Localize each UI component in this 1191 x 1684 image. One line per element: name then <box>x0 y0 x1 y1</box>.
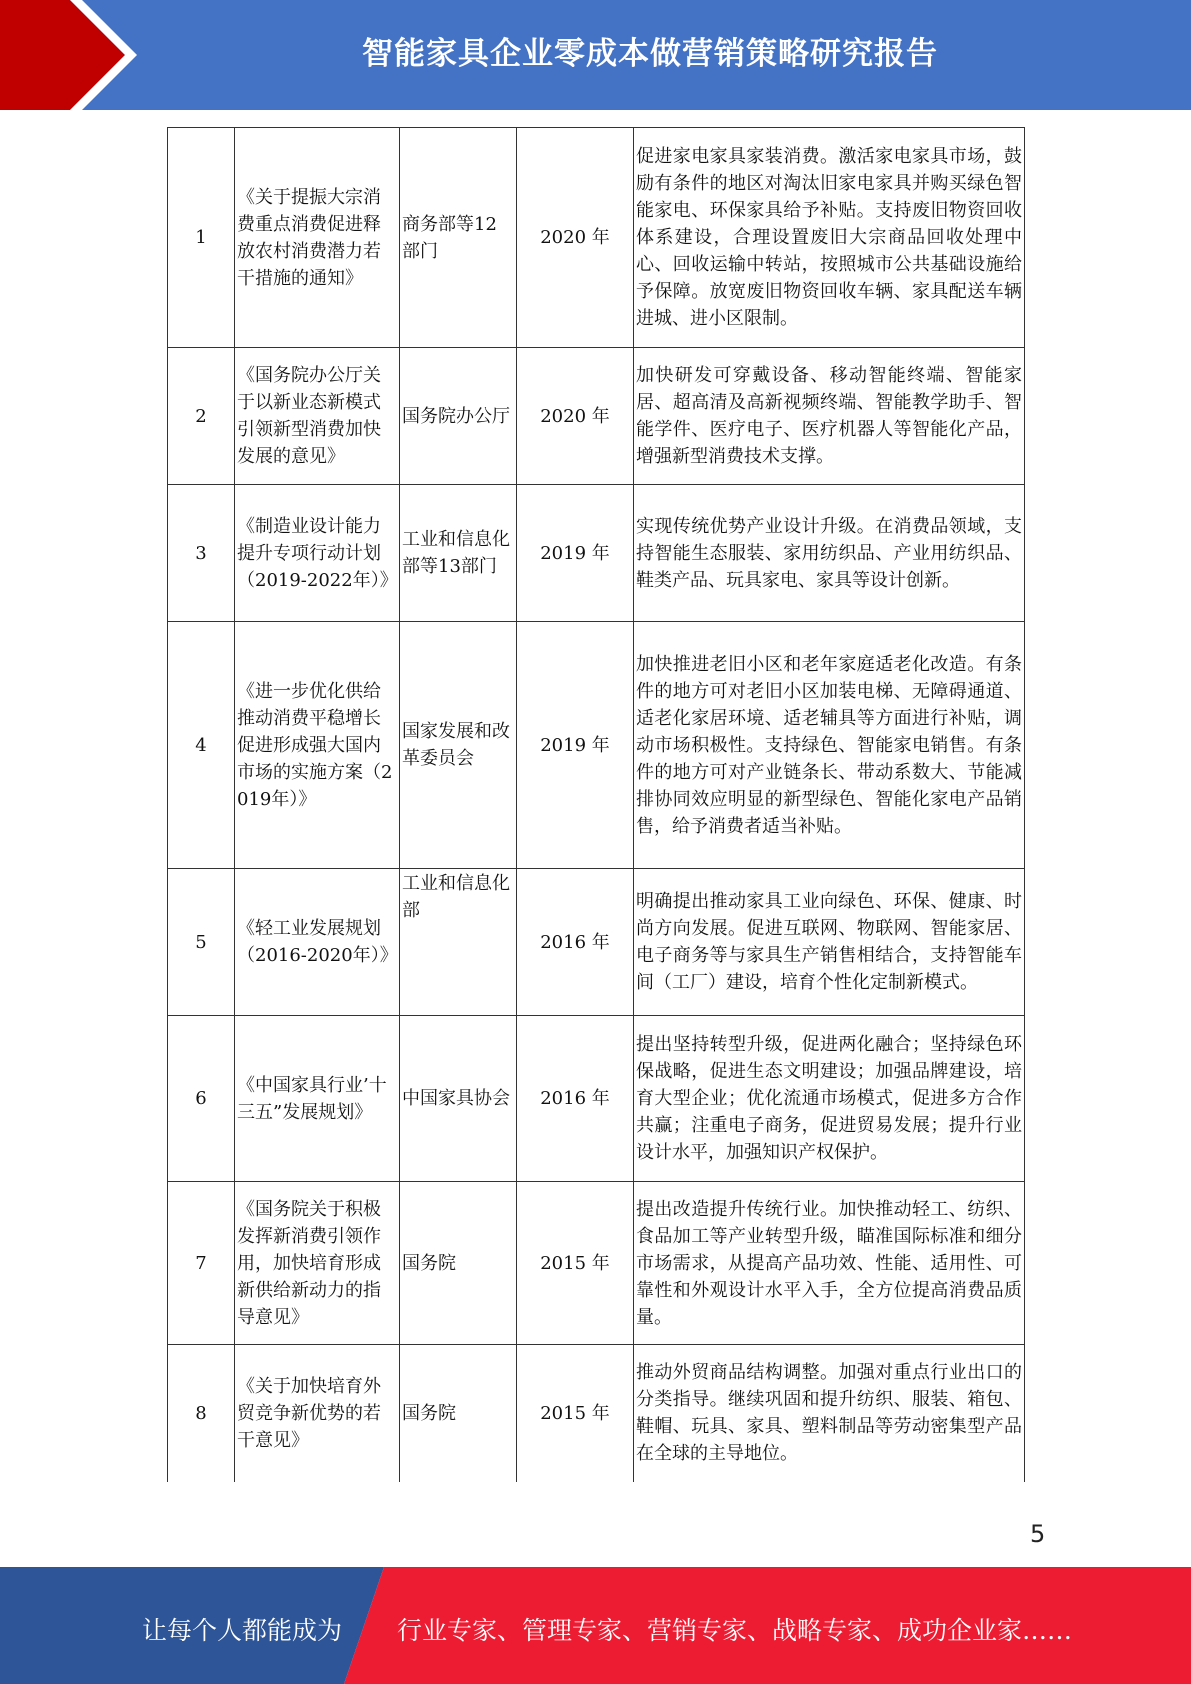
issue-year: 2019 年 <box>517 485 634 622</box>
issue-year: 2016 年 <box>517 1016 634 1182</box>
row-number: 6 <box>168 1016 235 1182</box>
issuing-department: 国务院办公厅 <box>400 348 517 485</box>
policy-name: 《国务院关于积极发挥新消费引领作用，加快培育形成新供给新动力的指导意见》 <box>235 1182 400 1345</box>
row-number: 7 <box>168 1182 235 1345</box>
row-number: 1 <box>168 128 235 348</box>
policy-content: 提出改造提升传统行业。加快推动轻工、纺织、食品加工等产业转型升级，瞄准国际标准和细分市场需求，从提高产品功效、性能、适用性、可靠性和外观设计水平入手，全方位提高消费品质量。 <box>634 1182 1025 1345</box>
page-number: 5 <box>1030 1520 1046 1548</box>
issue-year: 2020 年 <box>517 348 634 485</box>
issuing-department: 国务院 <box>400 1182 517 1345</box>
row-number: 5 <box>168 869 235 1016</box>
row-number: 3 <box>168 485 235 622</box>
table-row <box>168 1345 1025 1482</box>
page-header <box>0 0 1191 110</box>
issue-year: 2016 年 <box>517 869 634 1016</box>
policy-content: 促进家电家具家装消费。激活家电家具市场，鼓励有条件的地区对淘汰旧家电家具并购买绿色智能家电、环保家具给予补贴。支持废旧物资回收体系建设，合理设置废旧大宗商品回收处理中心、回收运输中转站，按照城市公共基础设施给予保障。放宽废旧物资回收车辆、家具配送车辆进城、进小区限制。 <box>634 128 1025 348</box>
table-row <box>168 128 1025 348</box>
issuing-department: 工业和信息化部等13部门 <box>400 485 517 622</box>
policy-name: 《中国家具行业’十三五”发展规划》 <box>235 1016 400 1182</box>
policy-content: 提出坚持转型升级，促进两化融合；坚持绿色环保战略，促进生态文明建设；加强品牌建设，培育大型企业；优化流通市场模式，促进多方合作共赢；注重电子商务，促进贸易发展；提升行业设计水平，加强知识产权保护。 <box>634 1016 1025 1182</box>
issue-year: 2015 年 <box>517 1182 634 1345</box>
policy-content: 加快研发可穿戴设备、移动智能终端、智能家居、超高清及高新视频终端、智能教学助手、智能学件、医疗电子、医疗机器人等智能化产品，增强新型消费技术支撑。 <box>634 348 1025 485</box>
policy-content: 推动外贸商品结构调整。加强对重点行业出口的分类指导。继续巩固和提升纺织、服装、箱包、鞋帽、玩具、家具、塑料制品等劳动密集型产品在全球的主导地位。 <box>634 1345 1025 1482</box>
row-number: 2 <box>168 348 235 485</box>
issue-year: 2015 年 <box>517 1345 634 1482</box>
policy-content: 明确提出推动家具工业向绿色、环保、健康、时尚方向发展。促进互联网、物联网、智能家居、电子商务等与家具生产销售相结合，支持智能车间（工厂）建设，培育个性化定制新模式。 <box>634 869 1025 1016</box>
table-row <box>168 1182 1025 1345</box>
table-row <box>168 485 1025 622</box>
policy-name: 《制造业设计能力提升专项行动计划（2019-2022年）》 <box>235 485 400 622</box>
row-number: 4 <box>168 622 235 869</box>
table-row <box>168 1016 1025 1182</box>
issuing-department: 工业和信息化部 <box>400 869 517 1016</box>
policy-content: 加快推进老旧小区和老年家庭适老化改造。有条件的地方可对老旧小区加装电梯、无障碍通道、适老化家居环境、适老辅具等方面进行补贴，调动市场积极性。支持绿色、智能家电销售。有条件的地方可对产业链条长、带动系数大、节能减排协同效应明显的新型绿色、智能化家电产品销售，给予消费者适当补贴。 <box>634 622 1025 869</box>
policy-table <box>167 127 1025 1482</box>
issuing-department: 国家发展和改革委员会 <box>400 622 517 869</box>
footer-slogan-right: 行业专家、管理专家、营销专家、战略专家、成功企业家…… <box>397 1616 1073 1645</box>
table-row <box>168 869 1025 1016</box>
issuing-department: 中国家具协会 <box>400 1016 517 1182</box>
policy-name: 《关于加快培育外贸竞争新优势的若干意见》 <box>235 1345 400 1482</box>
header-arrow-decoration <box>0 0 160 110</box>
table-row <box>168 622 1025 869</box>
policy-name: 《轻工业发展规划（2016-2020年）》 <box>235 869 400 1016</box>
issue-year: 2020 年 <box>517 128 634 348</box>
policy-name: 《进一步优化供给推动消费平稳增长促进形成强大国内市场的实施方案（2019年）》 <box>235 622 400 869</box>
issuing-department: 国务院 <box>400 1345 517 1482</box>
row-number: 8 <box>168 1345 235 1482</box>
issue-year: 2019 年 <box>517 622 634 869</box>
policy-name: 《国务院办公厅关于以新业态新模式引领新型消费加快发展的意见》 <box>235 348 400 485</box>
policy-content: 实现传统优势产业设计升级。在消费品领域，支持智能生态服装、家用纺织品、产业用纺织品、鞋类产品、玩具家电、家具等设计创新。 <box>634 485 1025 622</box>
issuing-department: 商务部等12部门 <box>400 128 517 348</box>
policy-name: 《关于提振大宗消费重点消费促进释放农村消费潜力若干措施的通知》 <box>235 128 400 348</box>
report-title: 智能家具企业零成本做营销策略研究报告 <box>362 36 938 72</box>
table-row <box>168 348 1025 485</box>
footer-slogan-left: 让每个人都能成为 <box>142 1616 343 1645</box>
page-footer <box>0 1567 1191 1684</box>
